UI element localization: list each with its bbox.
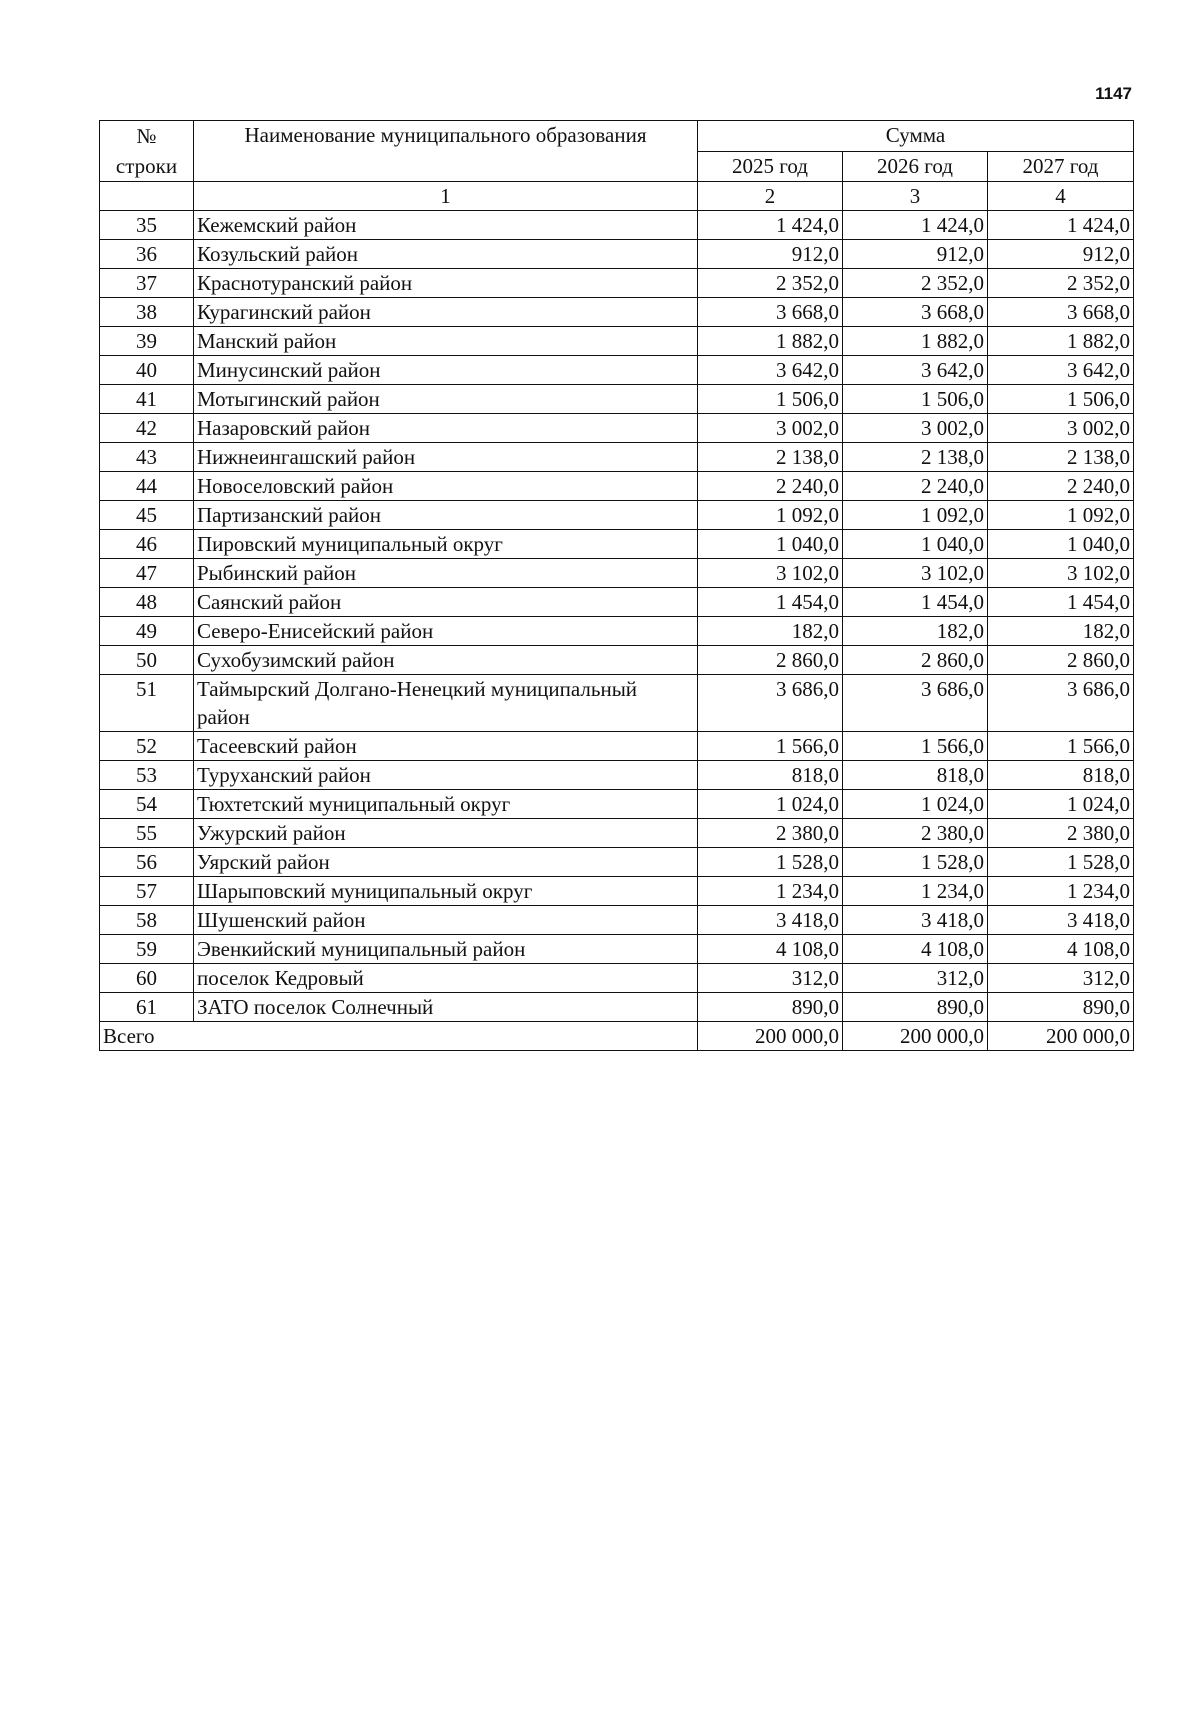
column-number-2: 2 bbox=[698, 182, 843, 211]
amount-2025: 3 102,0 bbox=[698, 559, 843, 588]
total-2026: 200 000,0 bbox=[843, 1022, 988, 1051]
amount-2027: 1 506,0 bbox=[988, 385, 1134, 414]
municipality-name: Партизанский район bbox=[194, 501, 698, 530]
amount-2027: 312,0 bbox=[988, 964, 1134, 993]
amount-2026: 3 642,0 bbox=[843, 356, 988, 385]
table-row bbox=[100, 819, 1134, 848]
amount-2026: 1 092,0 bbox=[843, 501, 988, 530]
table-row bbox=[100, 964, 1134, 993]
amount-2027: 1 528,0 bbox=[988, 848, 1134, 877]
amount-2025: 3 668,0 bbox=[698, 298, 843, 327]
amount-2026: 3 686,0 bbox=[843, 675, 988, 732]
row-number-header-line1: № bbox=[136, 124, 157, 148]
municipality-name-header: Наименование муниципального образования bbox=[194, 121, 698, 182]
amount-2025: 1 454,0 bbox=[698, 588, 843, 617]
row-number: 55 bbox=[100, 819, 194, 848]
amount-2027: 1 424,0 bbox=[988, 211, 1134, 240]
row-number: 54 bbox=[100, 790, 194, 819]
amount-2026: 1 506,0 bbox=[843, 385, 988, 414]
amount-2027: 2 352,0 bbox=[988, 269, 1134, 298]
table-row bbox=[100, 790, 1134, 819]
amount-2027: 3 686,0 bbox=[988, 675, 1134, 732]
amount-2026: 2 860,0 bbox=[843, 646, 988, 675]
amount-2025: 182,0 bbox=[698, 617, 843, 646]
amount-2025: 3 642,0 bbox=[698, 356, 843, 385]
municipality-name: Назаровский район bbox=[194, 414, 698, 443]
municipality-name: Таймырский Долгано-Ненецкий муниципальный район bbox=[194, 675, 698, 732]
amount-2026: 1 566,0 bbox=[843, 732, 988, 761]
amount-2025: 312,0 bbox=[698, 964, 843, 993]
amount-2027: 3 002,0 bbox=[988, 414, 1134, 443]
column-numbers-row bbox=[100, 182, 1134, 211]
amount-2027: 3 418,0 bbox=[988, 906, 1134, 935]
amount-2025: 1 092,0 bbox=[698, 501, 843, 530]
amount-2026: 182,0 bbox=[843, 617, 988, 646]
table-row bbox=[100, 385, 1134, 414]
amount-2026: 1 234,0 bbox=[843, 877, 988, 906]
row-number: 40 bbox=[100, 356, 194, 385]
row-number: 61 bbox=[100, 993, 194, 1022]
amount-2025: 1 528,0 bbox=[698, 848, 843, 877]
row-number: 51 bbox=[100, 675, 194, 732]
total-row bbox=[100, 1022, 1134, 1051]
amount-2025: 890,0 bbox=[698, 993, 843, 1022]
municipality-name: Нижнеингашский район bbox=[194, 443, 698, 472]
amount-2026: 818,0 bbox=[843, 761, 988, 790]
amount-2026: 1 024,0 bbox=[843, 790, 988, 819]
municipality-name: Шарыповский муниципальный округ bbox=[194, 877, 698, 906]
municipality-name: Рыбинский район bbox=[194, 559, 698, 588]
amount-2025: 1 040,0 bbox=[698, 530, 843, 559]
column-number-0 bbox=[100, 182, 194, 211]
municipality-name: Мотыгинский район bbox=[194, 385, 698, 414]
row-number: 59 bbox=[100, 935, 194, 964]
total-label: Всего bbox=[100, 1022, 698, 1051]
amount-2025: 1 234,0 bbox=[698, 877, 843, 906]
municipality-name: Тасеевский район bbox=[194, 732, 698, 761]
amount-2026: 1 424,0 bbox=[843, 211, 988, 240]
amount-2026: 3 102,0 bbox=[843, 559, 988, 588]
amount-2026: 2 352,0 bbox=[843, 269, 988, 298]
amount-2025: 1 024,0 bbox=[698, 790, 843, 819]
municipality-name: поселок Кедровый bbox=[194, 964, 698, 993]
table-row bbox=[100, 240, 1134, 269]
amount-2025: 3 418,0 bbox=[698, 906, 843, 935]
amount-2027: 3 102,0 bbox=[988, 559, 1134, 588]
municipality-name: Ужурский район bbox=[194, 819, 698, 848]
year-header-2027: 2027 год bbox=[988, 151, 1134, 182]
amount-2027: 890,0 bbox=[988, 993, 1134, 1022]
amount-2026: 3 418,0 bbox=[843, 906, 988, 935]
amount-2026: 2 240,0 bbox=[843, 472, 988, 501]
amount-2027: 912,0 bbox=[988, 240, 1134, 269]
amount-2026: 4 108,0 bbox=[843, 935, 988, 964]
amount-2025: 2 860,0 bbox=[698, 646, 843, 675]
table-row bbox=[100, 472, 1134, 501]
table-row bbox=[100, 732, 1134, 761]
municipality-name: Тюхтетский муниципальный округ bbox=[194, 790, 698, 819]
amount-2026: 312,0 bbox=[843, 964, 988, 993]
row-number: 58 bbox=[100, 906, 194, 935]
table-row bbox=[100, 501, 1134, 530]
amount-2026: 2 380,0 bbox=[843, 819, 988, 848]
municipality-name: Краснотуранский район bbox=[194, 269, 698, 298]
amount-2025: 1 506,0 bbox=[698, 385, 843, 414]
row-number: 41 bbox=[100, 385, 194, 414]
table-row bbox=[100, 588, 1134, 617]
row-number: 57 bbox=[100, 877, 194, 906]
amount-2027: 1 024,0 bbox=[988, 790, 1134, 819]
row-number: 42 bbox=[100, 414, 194, 443]
table-row bbox=[100, 675, 1134, 732]
total-2025: 200 000,0 bbox=[698, 1022, 843, 1051]
municipality-name: Эвенкийский муниципальный район bbox=[194, 935, 698, 964]
amount-2026: 1 882,0 bbox=[843, 327, 988, 356]
row-number: 50 bbox=[100, 646, 194, 675]
header-row-top bbox=[100, 121, 1134, 152]
row-number-header-line2: строки bbox=[115, 154, 178, 178]
amount-2026: 890,0 bbox=[843, 993, 988, 1022]
amount-2027: 1 040,0 bbox=[988, 530, 1134, 559]
row-number: 56 bbox=[100, 848, 194, 877]
amount-2027: 3 668,0 bbox=[988, 298, 1134, 327]
municipality-name: Шушенский район bbox=[194, 906, 698, 935]
municipality-name: Новоселовский район bbox=[194, 472, 698, 501]
table-row bbox=[100, 356, 1134, 385]
amount-2025: 1 882,0 bbox=[698, 327, 843, 356]
table-row bbox=[100, 877, 1134, 906]
table-row bbox=[100, 935, 1134, 964]
municipality-name: Саянский район bbox=[194, 588, 698, 617]
row-number: 45 bbox=[100, 501, 194, 530]
amount-2027: 818,0 bbox=[988, 761, 1134, 790]
municipality-name: Минусинский район bbox=[194, 356, 698, 385]
table-body bbox=[100, 211, 1134, 1051]
amount-2026: 3 002,0 bbox=[843, 414, 988, 443]
row-number: 46 bbox=[100, 530, 194, 559]
total-2027: 200 000,0 bbox=[988, 1022, 1134, 1051]
municipality-name: Пировский муниципальный округ bbox=[194, 530, 698, 559]
row-number: 37 bbox=[100, 269, 194, 298]
row-number: 44 bbox=[100, 472, 194, 501]
page-number: 1147 bbox=[1095, 84, 1132, 103]
table-row bbox=[100, 559, 1134, 588]
amount-2025: 2 380,0 bbox=[698, 819, 843, 848]
amount-2026: 912,0 bbox=[843, 240, 988, 269]
table-row bbox=[100, 211, 1134, 240]
table-row bbox=[100, 443, 1134, 472]
amount-2027: 1 234,0 bbox=[988, 877, 1134, 906]
year-header-2025: 2025 год bbox=[698, 151, 843, 182]
municipality-name: ЗАТО поселок Солнечный bbox=[194, 993, 698, 1022]
municipality-name: Туруханский район bbox=[194, 761, 698, 790]
municipality-name: Кежемский район bbox=[194, 211, 698, 240]
row-number: 47 bbox=[100, 559, 194, 588]
table-row bbox=[100, 848, 1134, 877]
budget-table bbox=[99, 120, 1134, 1051]
table-row bbox=[100, 646, 1134, 675]
table-row bbox=[100, 530, 1134, 559]
amount-2025: 3 002,0 bbox=[698, 414, 843, 443]
municipality-name: Северо-Енисейский район bbox=[194, 617, 698, 646]
row-number: 36 bbox=[100, 240, 194, 269]
row-number: 60 bbox=[100, 964, 194, 993]
amount-2027: 182,0 bbox=[988, 617, 1134, 646]
table-row bbox=[100, 414, 1134, 443]
amount-2025: 1 424,0 bbox=[698, 211, 843, 240]
table-row bbox=[100, 617, 1134, 646]
amount-2025: 818,0 bbox=[698, 761, 843, 790]
municipality-name: Козульский район bbox=[194, 240, 698, 269]
table-row bbox=[100, 327, 1134, 356]
row-number: 38 bbox=[100, 298, 194, 327]
amount-2026: 3 668,0 bbox=[843, 298, 988, 327]
column-number-3: 3 bbox=[843, 182, 988, 211]
amount-2027: 4 108,0 bbox=[988, 935, 1134, 964]
amount-2027: 1 092,0 bbox=[988, 501, 1134, 530]
sum-header: Сумма bbox=[698, 121, 1134, 152]
amount-2027: 1 882,0 bbox=[988, 327, 1134, 356]
amount-2025: 3 686,0 bbox=[698, 675, 843, 732]
row-number: 48 bbox=[100, 588, 194, 617]
column-number-1: 1 bbox=[194, 182, 698, 211]
row-number-header bbox=[100, 121, 194, 182]
amount-2027: 2 240,0 bbox=[988, 472, 1134, 501]
amount-2027: 3 642,0 bbox=[988, 356, 1134, 385]
table-row bbox=[100, 906, 1134, 935]
row-number: 53 bbox=[100, 761, 194, 790]
amount-2026: 1 040,0 bbox=[843, 530, 988, 559]
row-number: 35 bbox=[100, 211, 194, 240]
amount-2027: 1 454,0 bbox=[988, 588, 1134, 617]
amount-2026: 1 454,0 bbox=[843, 588, 988, 617]
table-row bbox=[100, 298, 1134, 327]
amount-2025: 1 566,0 bbox=[698, 732, 843, 761]
table-row bbox=[100, 269, 1134, 298]
municipality-name: Сухобузимский район bbox=[194, 646, 698, 675]
amount-2025: 4 108,0 bbox=[698, 935, 843, 964]
amount-2027: 2 138,0 bbox=[988, 443, 1134, 472]
table-row bbox=[100, 761, 1134, 790]
municipality-name: Манский район bbox=[194, 327, 698, 356]
row-number: 43 bbox=[100, 443, 194, 472]
row-number: 39 bbox=[100, 327, 194, 356]
table-row bbox=[100, 993, 1134, 1022]
amount-2025: 2 138,0 bbox=[698, 443, 843, 472]
row-number: 49 bbox=[100, 617, 194, 646]
row-number: 52 bbox=[100, 732, 194, 761]
amount-2025: 2 352,0 bbox=[698, 269, 843, 298]
amount-2026: 2 138,0 bbox=[843, 443, 988, 472]
column-number-4: 4 bbox=[988, 182, 1134, 211]
municipality-name: Курагинский район bbox=[194, 298, 698, 327]
amount-2027: 2 860,0 bbox=[988, 646, 1134, 675]
municipality-name: Уярский район bbox=[194, 848, 698, 877]
amount-2027: 2 380,0 bbox=[988, 819, 1134, 848]
amount-2026: 1 528,0 bbox=[843, 848, 988, 877]
amount-2025: 2 240,0 bbox=[698, 472, 843, 501]
amount-2027: 1 566,0 bbox=[988, 732, 1134, 761]
amount-2025: 912,0 bbox=[698, 240, 843, 269]
year-header-2026: 2026 год bbox=[843, 151, 988, 182]
